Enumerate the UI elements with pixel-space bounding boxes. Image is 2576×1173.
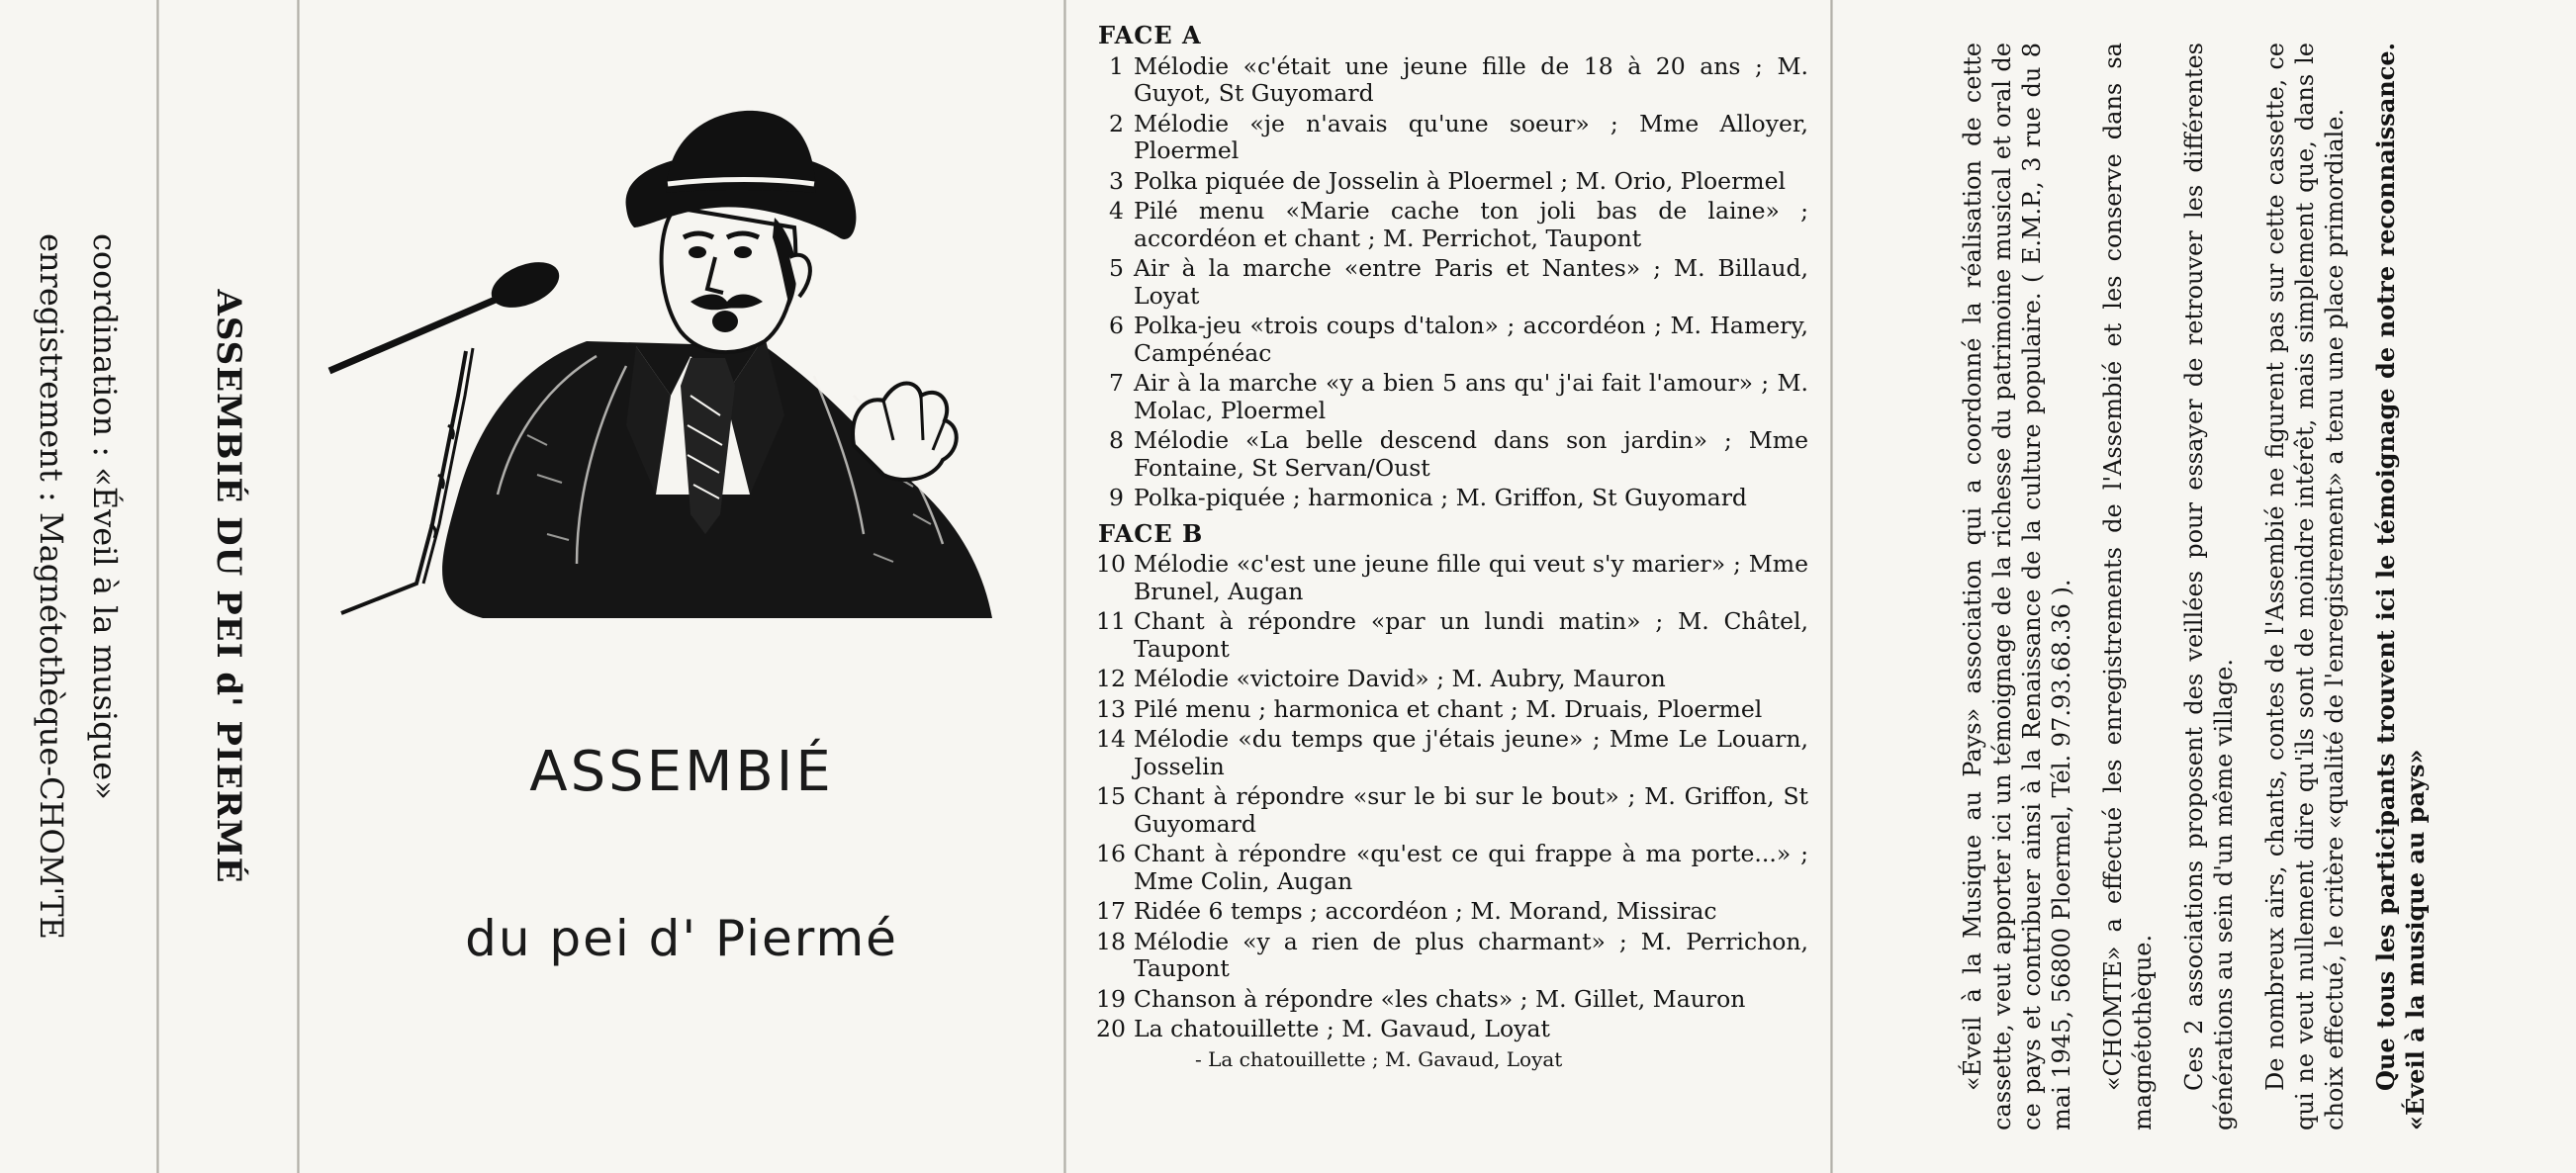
track-title: Pilé menu ; harmonica et chant ; M. Druais, Ploermel [1134,694,1763,723]
track-title: Mélodie «du temps que j'étais jeune» ; Mme Le Louarn, Josselin [1134,725,1808,780]
track-title: Mélodie «c'est une jeune fille qui veut s'y marier» ; Mme Brunel, Augan [1134,550,1808,605]
liner-note-paragraph: «CHOMTE» a effectué les enregistrements de l'Assembié et les conserve dans sa magnétothèque. [2098,43,2157,1130]
side-a-label: FACE A [1098,21,1202,49]
liner-note-paragraph: De nombreux airs, chants, contes de l'Assembié ne figurent pas sur cette cassette, ce qui ne veut nullement dire qu'ils sont de moindre intérêt, mais simplement que, dans le choix effectué, le critère «qualité de l'enregistrement» a tenu une place primordiale. [2260,43,2348,1130]
track-item [1096,783,1808,838]
track-item [1096,198,1808,252]
track-number: 15 [1096,782,1126,810]
track-footnote: - La chatouillette ; M. Gavaud, Loyat [1195,1046,1563,1071]
track-item [1096,53,1808,108]
track-title: Air à la marche «y a bien 5 ans qu' j'ai fait l'amour» ; M. Molac, Ploermel [1134,369,1808,424]
track-item [1096,696,1808,724]
singer-illustration [300,99,1063,732]
track-title: Polka-jeu «trois coups d'talon» ; accordéon ; M. Hamery, Campénéac [1134,312,1808,367]
track-title: Chanson à répondre «les chats» ; M. Gillet, Mauron [1134,984,1746,1013]
track-title: Chant à répondre «par un lundi matin» ; M. Châtel, Taupont [1134,607,1808,663]
track-title: Chant à répondre «sur le bi sur le bout» ; M. Griffon, St Guyomard [1134,782,1808,838]
track-title: Polka-piquée ; harmonica ; M. Griffon, St Guyomard [1134,484,1747,511]
track-number: 2 [1109,109,1124,137]
track-number: 16 [1096,840,1126,867]
track-item [1096,255,1808,310]
track-item [1096,929,1808,983]
track-item [1096,608,1808,663]
track-number: 12 [1096,665,1126,692]
track-number: 11 [1096,607,1126,635]
side-b-tracks [1096,551,1808,1043]
track-title: La chatouillette ; M. Gavaud, Loyat [1134,1015,1550,1042]
track-title: Air à la marche «entre Paris et Nantes» ; M. Billaud, Loyat [1134,254,1808,310]
track-number: 10 [1096,550,1126,578]
track-item [1096,726,1808,780]
track-number: 7 [1109,369,1124,397]
track-number: 17 [1096,897,1126,925]
liner-notes-panel [1833,0,2576,1173]
track-item [1096,427,1808,482]
track-number: 20 [1096,1015,1126,1042]
track-title: Mélodie «je n'avais qu'une soeur» ; Mme Alloyer, Ploermel [1134,109,1808,164]
coordination-credit: coordination : «Éveil à la musique» [86,232,124,800]
track-item [1096,986,1808,1014]
track-title: Pilé menu «Marie cache ton joli bas de laine» ; accordéon et chant ; M. Perrichot, Taupont [1134,197,1808,252]
track-title: Chant à répondre «qu'est ce qui frappe à ma porte...» ; Mme Colin, Augan [1134,840,1808,895]
track-title: Mélodie «c'était une jeune fille de 18 à 20 ans ; M. Guyot, St Guyomard [1134,51,1808,107]
front-cover-panel [300,0,1063,1173]
liner-note-paragraph: Que tous les participants trouvent ici le témoignage de notre reconnaissance. «Éveil à la musique au pays» [2370,43,2430,1130]
track-number: 14 [1096,725,1126,753]
track-title: Mélodie «victoire David» ; M. Aubry, Mauron [1134,665,1666,692]
track-number: 6 [1109,312,1124,339]
tracklist [1096,18,1808,1073]
liner-notes [1958,43,2452,1130]
side-a-tracks [1096,53,1808,512]
track-item [1096,841,1808,895]
track-number: 18 [1096,927,1126,955]
liner-note-paragraph: Ces 2 associations proposent des veillées pour essayer de retrouver les différentes générations au sein d'un même village. [2179,43,2238,1130]
track-number: 8 [1109,426,1124,454]
track-number: 3 [1109,166,1124,195]
track-item [1096,370,1808,424]
singer-figure [442,111,992,618]
track-item [1096,485,1808,512]
track-number: 13 [1096,694,1126,723]
credits-spine-text [25,233,132,940]
track-item [1096,898,1808,926]
track-item [1096,168,1808,196]
spine-title: ASSEMBIÉ DU PEI d' PIERMÉ [208,289,248,884]
side-b-label: FACE B [1098,518,1204,548]
track-number: 1 [1109,51,1124,80]
track-title: Polka piquée de Josselin à Ploermel ; M. Orio, Ploermel [1134,166,1787,195]
track-item [1096,111,1808,165]
track-number: 19 [1096,984,1126,1013]
credits-spine-panel [0,0,156,1173]
liner-note-paragraph: «Éveil à la Musique au Pays» association qui a coordonné la réalisation de cette cassette, veut apporter ici un témoignage de la richesse du patrimoine musical et oral de ce pays et contribuer ainsi à la Renaissance de la culture populaire. ( E.M.P., 3 rue du 8 mai 1945, 56800 Ploermel, Tél. 97.93.68.36 ). [1958,43,2075,1130]
track-item [1096,1016,1808,1043]
title-spine-panel [159,0,297,1173]
track-number: 9 [1109,484,1124,511]
track-title: Mélodie «La belle descend dans son jardin» ; Mme Fontaine, St Servan/Oust [1134,426,1808,482]
cover-title-main: ASSEMBIÉ [529,740,834,804]
track-item [1096,551,1808,605]
track-number: 4 [1109,197,1124,225]
track-title: Mélodie «y a rien de plus charmant» ; M. Perrichon, Taupont [1134,927,1808,982]
track-item [1096,666,1808,693]
track-number: 5 [1109,254,1124,282]
track-title: Ridée 6 temps ; accordéon ; M. Morand, Missirac [1134,897,1717,925]
recording-credit: enregistrement : Magnétothèque-CHOM'TE [33,232,70,941]
cover-title-sub: du pei d' Piermé [465,910,898,967]
track-item [1096,313,1808,367]
